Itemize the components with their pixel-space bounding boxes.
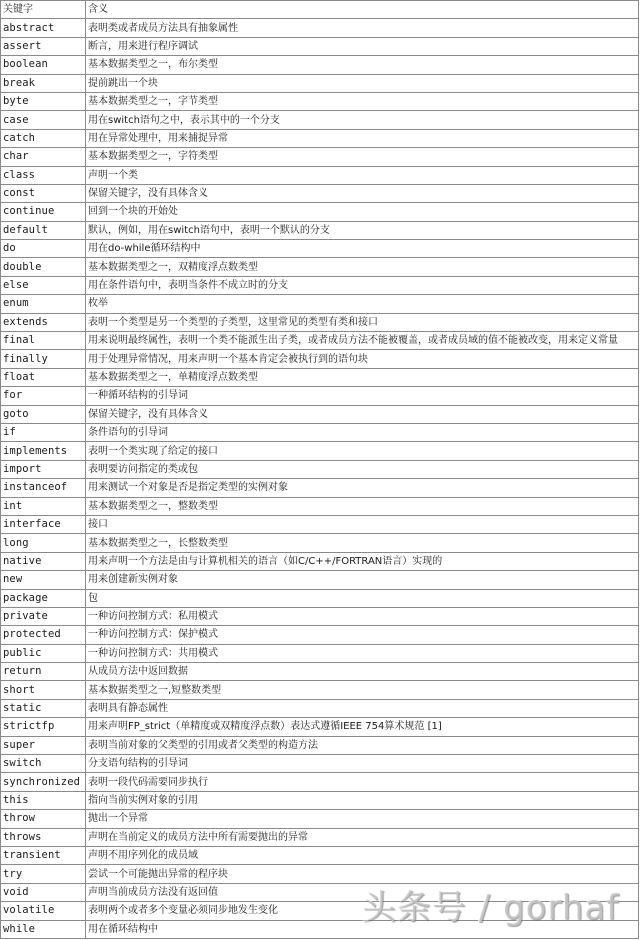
- keyword-cell: int: [1, 497, 86, 515]
- keyword-cell: extends: [1, 313, 86, 331]
- meaning-cell: 用在条件语句中，表明当条件不成立时的分支: [86, 276, 639, 294]
- meaning-cell: 条件语句的引导词: [86, 423, 639, 441]
- meaning-cell: 基本数据类型之一，字符类型: [86, 148, 639, 166]
- meaning-cell: 抛出一个异常: [86, 810, 639, 828]
- keyword-cell: native: [1, 552, 86, 570]
- meaning-cell: 基本数据类型之一，单精度浮点数类型: [86, 368, 639, 386]
- meaning-cell: 一种循环结构的引导词: [86, 387, 639, 405]
- meaning-cell: 基本数据类型之一，双精度浮点数类型: [86, 258, 639, 276]
- keyword-cell: case: [1, 111, 86, 129]
- table-row: [1, 387, 639, 405]
- meaning-cell: 表明具有静态属性: [86, 699, 639, 717]
- table-row: [1, 56, 639, 74]
- keyword-cell: catch: [1, 129, 86, 147]
- keyword-cell: strictfp: [1, 718, 86, 736]
- table-row: [1, 423, 639, 441]
- keyword-cell: return: [1, 663, 86, 681]
- table-row: [1, 295, 639, 313]
- table-row: [1, 148, 639, 166]
- keyword-cell: void: [1, 883, 86, 901]
- table-row: [1, 19, 639, 37]
- meaning-cell: 表明类或者成员方法具有抽象属性: [86, 19, 639, 37]
- table-row: [1, 699, 639, 717]
- keyword-cell: static: [1, 699, 86, 717]
- table-row: [1, 166, 639, 184]
- meaning-cell: 声明一个类: [86, 166, 639, 184]
- keyword-cell: transient: [1, 846, 86, 864]
- header-keyword: 关键字: [1, 1, 86, 19]
- keyword-cell: continue: [1, 203, 86, 221]
- meaning-cell: 表明两个或者多个变量必须同步地发生变化: [86, 902, 639, 920]
- meaning-cell: 从成员方法中返回数据: [86, 663, 639, 681]
- table-row: [1, 368, 639, 386]
- watermark-text: 头条号 / gorhaf: [362, 888, 620, 928]
- keyword-cell: interface: [1, 515, 86, 533]
- table-row: [1, 460, 639, 478]
- header-meaning: 含义: [86, 1, 639, 19]
- keyword-cell: throw: [1, 810, 86, 828]
- keyword-cell: abstract: [1, 19, 86, 37]
- keyword-cell: private: [1, 607, 86, 625]
- keyword-cell: for: [1, 387, 86, 405]
- meaning-cell: 基本数据类型之一，布尔类型: [86, 56, 639, 74]
- meaning-cell: 基本数据类型之一，长整数类型: [86, 534, 639, 552]
- table-row: [1, 607, 639, 625]
- table-row: [1, 755, 639, 773]
- table-header: [1, 1, 639, 19]
- keyword-cell: do: [1, 240, 86, 258]
- table-row: [1, 313, 639, 331]
- table-row: [1, 773, 639, 791]
- meaning-cell: 基本数据类型之一，字节类型: [86, 92, 639, 110]
- meaning-cell: 枚举: [86, 295, 639, 313]
- meaning-cell: 断言，用来进行程序调试: [86, 37, 639, 55]
- keyword-cell: switch: [1, 755, 86, 773]
- meaning-cell: 用来声明一个方法是由与计算机相关的语言（如C/C++/FORTRAN语言）实现的: [86, 552, 639, 570]
- table-row: [1, 203, 639, 221]
- table-row: [1, 865, 639, 883]
- table-row: [1, 552, 639, 570]
- keyword-cell: char: [1, 148, 86, 166]
- keyword-cell: try: [1, 865, 86, 883]
- meaning-cell: 一种访问控制方式：共用模式: [86, 644, 639, 662]
- table-row: [1, 515, 639, 533]
- keyword-cell: new: [1, 571, 86, 589]
- keyword-cell: else: [1, 276, 86, 294]
- keyword-cell: instanceof: [1, 479, 86, 497]
- keyword-cell: const: [1, 184, 86, 202]
- meaning-cell: 用在switch语句之中，表示其中的一个分支: [86, 111, 639, 129]
- table-row: [1, 332, 639, 350]
- table-row: [1, 129, 639, 147]
- table-row: [1, 663, 639, 681]
- table-row: [1, 479, 639, 497]
- meaning-cell: 包: [86, 589, 639, 607]
- meaning-cell: 表明要访问指定的类或包: [86, 460, 639, 478]
- keyword-cell: throws: [1, 828, 86, 846]
- keyword-cell: super: [1, 736, 86, 754]
- keyword-cell: short: [1, 681, 86, 699]
- table-row: [1, 111, 639, 129]
- keyword-cell: synchronized: [1, 773, 86, 791]
- meaning-cell: 用于处理异常情况，用来声明一个基本肯定会被执行到的语句块: [86, 350, 639, 368]
- keyword-cell: break: [1, 74, 86, 92]
- table-row: [1, 221, 639, 239]
- meaning-cell: 表明一个类实现了给定的接口: [86, 442, 639, 460]
- table-row: [1, 791, 639, 809]
- table-row: [1, 571, 639, 589]
- table-row: [1, 920, 639, 938]
- table-row: [1, 276, 639, 294]
- table-row: [1, 902, 639, 920]
- table-row: [1, 718, 639, 736]
- meaning-cell: 用来测试一个对象是否是指定类型的实例对象: [86, 479, 639, 497]
- meaning-cell: 表明一个类型是另一个类型的子类型，这里常见的类型有类和接口: [86, 313, 639, 331]
- keyword-cell: byte: [1, 92, 86, 110]
- table-body: [1, 19, 639, 939]
- meaning-cell: 提前跳出一个块: [86, 74, 639, 92]
- meaning-cell: 保留关键字，没有具体含义: [86, 184, 639, 202]
- keyword-cell: public: [1, 644, 86, 662]
- meaning-cell: 用来声明FP_strict（单精度或双精度浮点数）表达式遵循IEEE 754算术规范 [1]: [86, 718, 639, 736]
- table-row: [1, 681, 639, 699]
- meaning-cell: 回到一个块的开始处: [86, 203, 639, 221]
- keyword-cell: assert: [1, 37, 86, 55]
- table-row: [1, 883, 639, 901]
- keyword-cell: boolean: [1, 56, 86, 74]
- keyword-cell: import: [1, 460, 86, 478]
- table-row: [1, 644, 639, 662]
- table-row: [1, 736, 639, 754]
- table-row: [1, 92, 639, 110]
- meaning-cell: 声明不用序列化的成员域: [86, 846, 639, 864]
- meaning-cell: 分支语句结构的引导词: [86, 755, 639, 773]
- meaning-cell: 用在异常处理中，用来捕捉异常: [86, 129, 639, 147]
- meaning-cell: 用来说明最终属性，表明一个类不能派生出子类，或者成员方法不能被覆盖，或者成员域的值不能被改变，用来定义常量: [86, 332, 639, 350]
- keyword-cell: this: [1, 791, 86, 809]
- table-row: [1, 626, 639, 644]
- keyword-cell: long: [1, 534, 86, 552]
- keyword-cell: class: [1, 166, 86, 184]
- keyword-cell: if: [1, 423, 86, 441]
- meaning-cell: 基本数据类型之一,短整数类型: [86, 681, 639, 699]
- table-row: [1, 184, 639, 202]
- table-row: [1, 846, 639, 864]
- keyword-cell: goto: [1, 405, 86, 423]
- meaning-cell: 用在do-while循环结构中: [86, 240, 639, 258]
- meaning-cell: 声明当前成员方法没有返回值: [86, 883, 639, 901]
- meaning-cell: 尝试一个可能抛出异常的程序块: [86, 865, 639, 883]
- meaning-cell: 基本数据类型之一，整数类型: [86, 497, 639, 515]
- keyword-cell: protected: [1, 626, 86, 644]
- meaning-cell: 默认，例如，用在switch语句中，表明一个默认的分支: [86, 221, 639, 239]
- keyword-cell: final: [1, 332, 86, 350]
- table-row: [1, 810, 639, 828]
- table-row: [1, 497, 639, 515]
- keyword-cell: while: [1, 920, 86, 938]
- table-row: [1, 405, 639, 423]
- keyword-cell: volatile: [1, 902, 86, 920]
- table-row: [1, 442, 639, 460]
- keyword-cell: double: [1, 258, 86, 276]
- table-row: [1, 37, 639, 55]
- meaning-cell: 指向当前实例对象的引用: [86, 791, 639, 809]
- meaning-cell: 一种访问控制方式：保护模式: [86, 626, 639, 644]
- table-row: [1, 589, 639, 607]
- table-row: [1, 534, 639, 552]
- keyword-cell: enum: [1, 295, 86, 313]
- meaning-cell: 一种访问控制方式：私用模式: [86, 607, 639, 625]
- table-row: [1, 258, 639, 276]
- keyword-cell: package: [1, 589, 86, 607]
- keyword-cell: implements: [1, 442, 86, 460]
- header-row: [1, 1, 639, 19]
- meaning-cell: 接口: [86, 515, 639, 533]
- keyword-cell: float: [1, 368, 86, 386]
- meaning-cell: 用在循环结构中: [86, 920, 639, 938]
- keyword-cell: default: [1, 221, 86, 239]
- meaning-cell: 表明当前对象的父类型的引用或者父类型的构造方法: [86, 736, 639, 754]
- table-row: [1, 74, 639, 92]
- meaning-cell: 用来创建新实例对象: [86, 571, 639, 589]
- meaning-cell: 保留关键字，没有具体含义: [86, 405, 639, 423]
- table-row: [1, 350, 639, 368]
- meaning-cell: 声明在当前定义的成员方法中所有需要抛出的异常: [86, 828, 639, 846]
- meaning-cell: 表明一段代码需要同步执行: [86, 773, 639, 791]
- table-row: [1, 828, 639, 846]
- keyword-cell: finally: [1, 350, 86, 368]
- table-row: [1, 240, 639, 258]
